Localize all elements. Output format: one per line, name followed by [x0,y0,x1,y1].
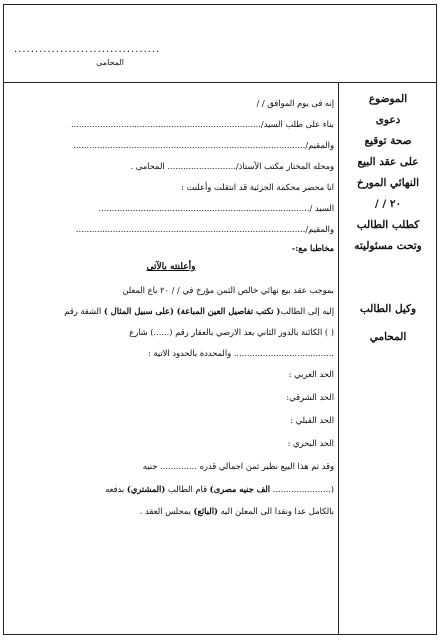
doc-line-property [64,306,334,317]
buyer-label: (المشتري) [126,484,166,494]
side-panel [339,82,437,635]
text-segment: الشقة رقم [64,306,104,316]
doc-line-price: وقد تم هذا البيع نظير ثمن اجمالي قدره .............. جنيه [142,461,334,471]
subject-line: النهائي المورخ [356,177,420,189]
lawyer-label: المحامى [96,58,124,67]
subject-line: وتحت مسئوليته [354,240,422,252]
subject-line: كطلب الطالب [356,219,420,231]
boundary-south: الحد القبلي : [290,415,334,425]
text-segment: إليه إلى الطالب [280,306,334,316]
subject-block [339,89,437,257]
amount-unit: الف جنيه مصرى) [209,484,271,494]
subject-line: الموضوع [368,93,408,105]
text-segment: قام الطالب [165,484,210,494]
text-segment: بدفعه [105,484,127,494]
doc-line-floor: ( ) الكائنة بالدور الثاني بعد الارضي بالعقار رقم (......) شارع [129,327,334,337]
text-segment: بمجلس العقد . [139,506,194,516]
doc-line-addressed: مخاطبا مع:- [291,243,334,253]
doc-line-payment [105,484,334,495]
notice-heading: وأعلنته بالآتى [146,262,196,272]
boundary-east: الحد الشرقي: [286,392,334,402]
agent-line: وكيل الطالب [359,303,417,315]
subject-line: دعوى [375,114,401,126]
boundary-west: الحد الغربي : [288,369,334,379]
agent-line: المحامي [369,331,407,343]
doc-line-boundaries-intro: ...................................... والمحددة بالحدود الاتية : [147,348,334,358]
doc-line-respondent-residence: والمقيم/....................................................................................... [75,224,334,234]
boundary-north: الحد البحري : [287,438,334,448]
doc-line-bailiff: انا محضر محكمة الجزئية قد انتقلت وأعلنت : [181,182,334,192]
text-segment: (...................... [270,484,334,494]
subject-line: / / ٢٠ [374,198,402,210]
text-segment: بالكامل عدا ونقدا الى المعلن اليه [217,506,334,516]
agent-block [339,295,437,351]
doc-line-paid [140,506,334,517]
doc-line-requester: بناء على طلب السيد/........................................................................ [70,119,334,129]
subject-line: صحة توقيع [364,135,412,147]
property-details-note: ( تكتب تفاصيل العين المباعة) (على سبيل المثال ) [103,306,281,316]
doc-line-respondent: السيد /................................................................................ [98,203,334,213]
subject-line: على عقد البيع [357,156,419,168]
doc-line-residence: والمقيم/........................................................................................ [73,140,334,150]
lawyer-name-dots: ................................... [14,44,161,55]
doc-line-contract: بموجب عقد بيع نهائي خالص الثمن مؤرخ في / / ٢٠ باع المعلن [122,285,334,295]
seller-label: (البائع) [193,506,218,516]
doc-line-office: ومحله المختار مكتب الأستاذ/.......................... المحامى . [130,161,334,171]
doc-line-date: إنه فى يوم الموافق / / [256,98,334,108]
